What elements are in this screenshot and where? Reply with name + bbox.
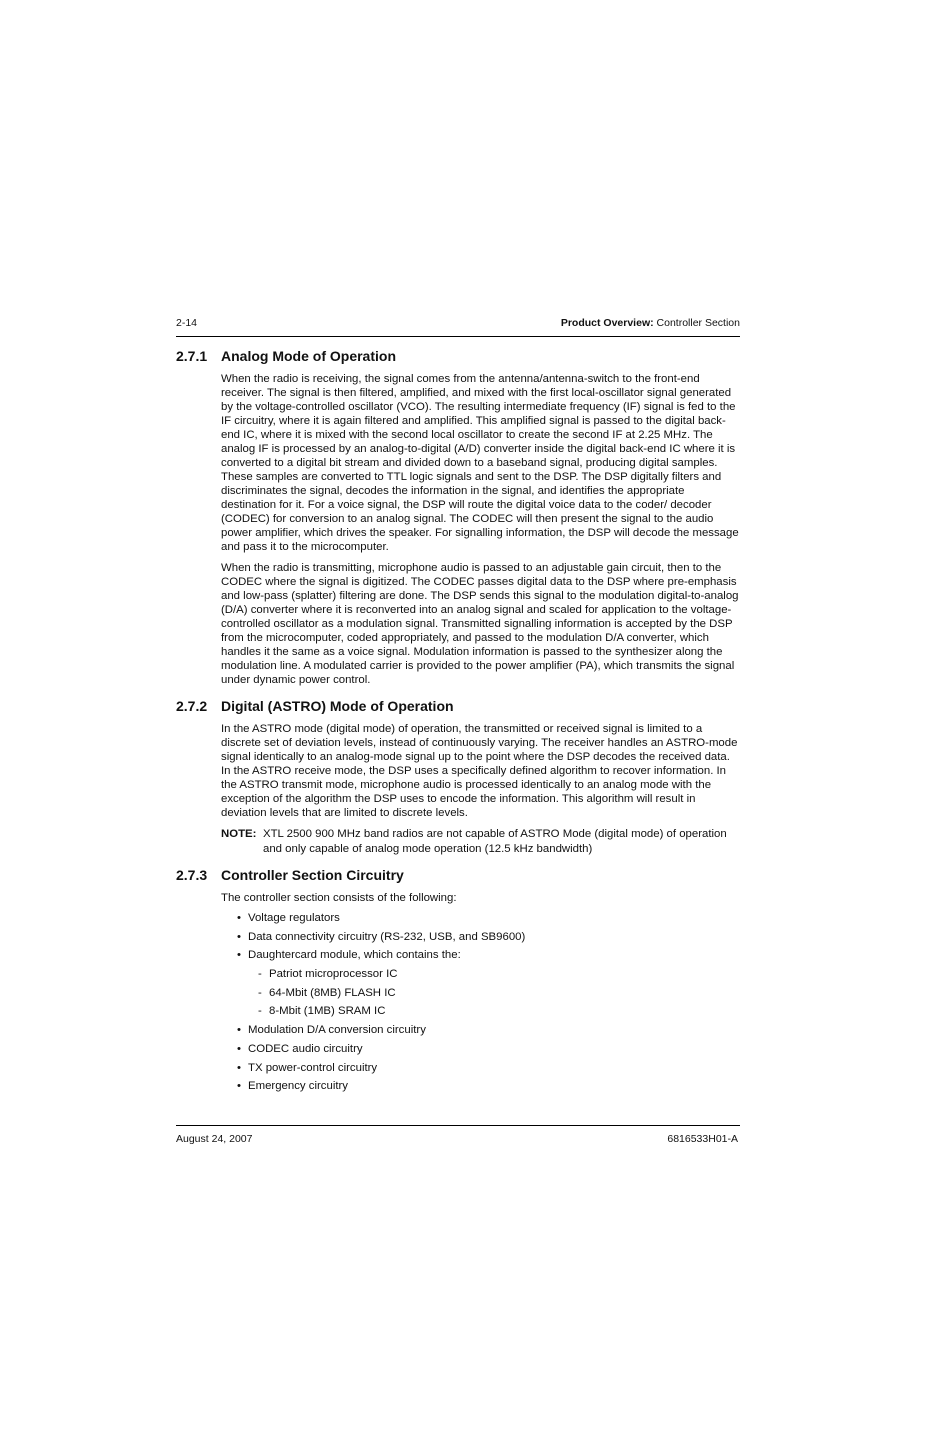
footer-date: August 24, 2007 — [176, 1133, 253, 1145]
section-number: 2.7.3 — [176, 867, 208, 883]
sub-list-item: - 64-Mbit (8MB) FLASH IC — [258, 986, 740, 1000]
list-item: • Data connectivity circuitry (RS-232, USB, and SB9600) — [237, 930, 740, 944]
running-title — [561, 317, 740, 329]
paragraph: In the ASTRO mode (digital mode) of operation, the transmitted or received signal is limited to a discrete set of deviation levels, instead of continuously varying. The receiver handles an ASTRO-mode signal identically to an analog-mode signal up to the point where the DSP decodes the received data. In the ASTRO receive mode, the DSP uses a specifically defined algorithm to recover information. In the ASTRO transmit mode, microphone audio is processed identically to an analog mode with the exception of the algorithm the DSP uses to encode the information. This algorithm will result in deviation levels that are limited to discrete levels. — [221, 723, 738, 819]
list-item-text: Daughtercard module, which contains the: — [248, 949, 461, 962]
paragraph: When the radio is transmitting, microphone audio is passed to an adjustable gain circuit, then to the CODEC where the signal is digitized. The CODEC passes digital data to the DSP where pre-emphasis and low-pass (splatter) filtering are done. The DSP sends this signal to the modulation digital-to-analog (D/A) converter where it is reconverted into an analog signal and scaled for application to the voltage-controlled oscillator as a modulation signal. Transmitted signalling information is accepted by the DSP from the microcomputer, coded appropriately, and passed to the modulation D/A converter, which handles it the same as a voice signal. Modulation information is passed to the synthesizer along the modulation line. A modulated carrier is provided to the power amplifier (PA), which transmits the signal under dynamic power control. — [221, 562, 739, 686]
sub-list-item: - 8-Mbit (1MB) SRAM IC — [258, 1004, 740, 1018]
section-heading-2-7-2 — [176, 698, 740, 718]
page-number: 2-14 — [176, 317, 198, 329]
paragraph: When the radio is receiving, the signal comes from the antenna/antenna-switch to the front-end receiver. The signal is then filtered, amplified, and mixed with the first local-oscillator signal generated by the voltage-controlled oscillator (VCO). The resulting intermediate frequency (IF) signal is fed to the IF circuitry, where it is again filtered and amplified. This amplified signal is passed to the digital back-end IC, where it is mixed with the second local oscillator to create the second IF at 2.25 MHz. The analog IF is processed by an analog-to-digital (A/D) converter inside the digital back-end IC where it is converted to a digital bit stream and divided down to a baseband signal, producing digital samples. These samples are converted to TTL logic signals and sent to the DSP. The DSP digitally filters and discriminates the signal, decodes the information in the signal, and identifies the appropriate destination for it. For a voice signal, the DSP will route the digital voice data to the coder/ decoder (CODEC) for conversion to an analog signal. The CODEC will then present the signal to the audio power amplifier, which drives the speaker. For signalling information, the DSP will decode the message and pass it to the microcomputer. — [221, 373, 739, 553]
section-title: Controller Section — [656, 317, 740, 329]
list-item: • Modulation D/A conversion circuitry — [237, 1023, 740, 1037]
section-title: Controller Section Circuitry — [221, 867, 404, 883]
page-content — [176, 348, 740, 1098]
list-item: • CODEC audio circuitry — [237, 1042, 740, 1056]
list-item: • Emergency circuitry — [237, 1079, 740, 1093]
footer-doc-number: 6816533H01-A — [667, 1133, 738, 1145]
section-heading-2-7-3 — [176, 867, 740, 887]
list-item-daughtercard — [237, 948, 740, 1018]
note-callout — [221, 827, 740, 857]
section-number: 2.7.1 — [176, 348, 208, 364]
list-item: • Voltage regulators — [237, 911, 740, 925]
daughtercard-sublist — [248, 967, 740, 1018]
intro-paragraph: The controller section consists of the following: — [221, 892, 457, 904]
list-item: • TX power-control circuitry — [237, 1061, 740, 1075]
section-title: Digital (ASTRO) Mode of Operation — [221, 698, 454, 714]
section-body-2-7-1 — [221, 372, 740, 687]
section-body-2-7-2 — [221, 722, 740, 857]
controller-components-list — [221, 911, 740, 1093]
page-footer — [176, 1125, 740, 1148]
section-number: 2.7.2 — [176, 698, 208, 714]
section-heading-2-7-1 — [176, 348, 740, 368]
note-text: XTL 2500 900 MHz band radios are not capable of ASTRO Mode (digital mode) of operation and only capable of analog mode operation (12.5 kHz bandwidth) — [263, 828, 727, 855]
chapter-title: Product Overview: — [560, 317, 654, 329]
note-label: NOTE: — [221, 828, 257, 840]
section-body-2-7-3 — [221, 891, 740, 1093]
section-title: Analog Mode of Operation — [221, 348, 396, 364]
sub-list-item: - Patriot microprocessor IC — [258, 967, 740, 981]
page-header — [176, 316, 740, 337]
